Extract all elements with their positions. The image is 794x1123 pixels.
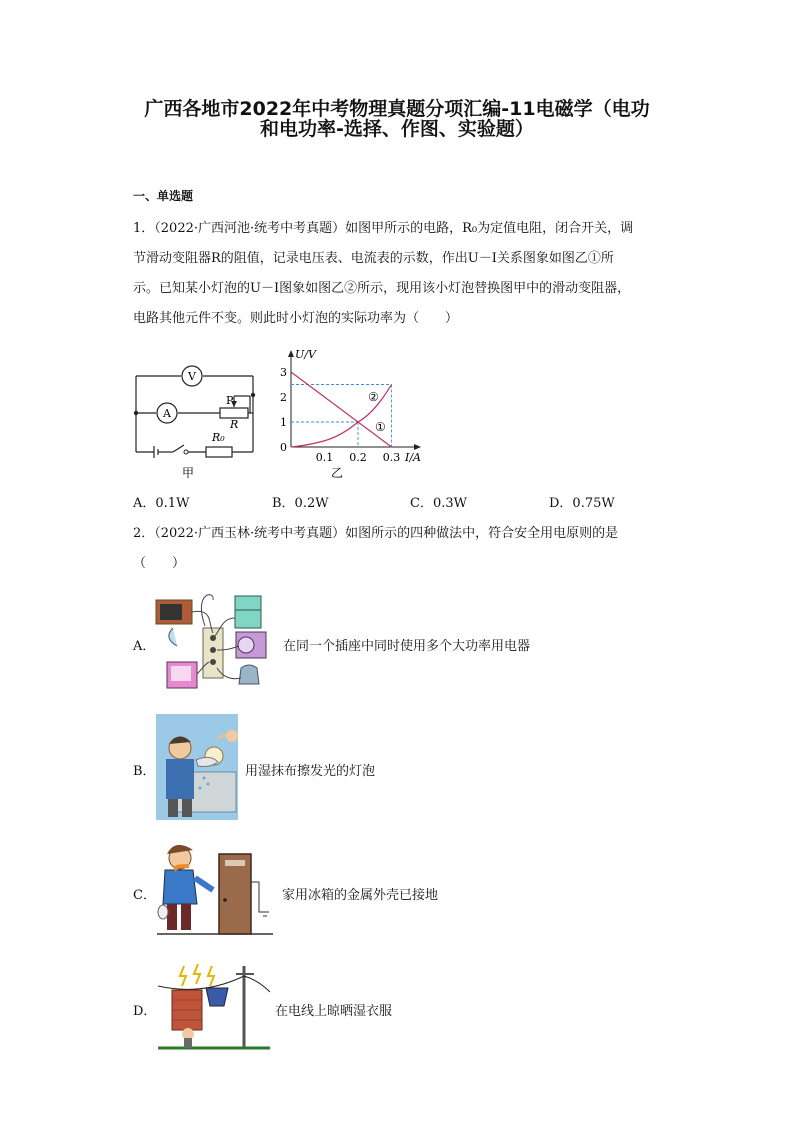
- choice-c-text[interactable]: 家用冰箱的金属外壳已接地: [282, 888, 439, 903]
- choice-d-letter[interactable]: D．: [133, 1004, 157, 1019]
- choice-b-text[interactable]: 用湿抹布擦发光的灯泡: [245, 764, 376, 779]
- question-1-line: 电路其他元件不变。则此时小灯泡的实际功率为（ ）: [133, 311, 459, 326]
- choice-a-text[interactable]: 在同一个插座中同时使用多个大功率用电器: [283, 639, 531, 654]
- y-tick-label: 3: [280, 366, 287, 379]
- question-1-line: 1．（2022·广西河池·统考中考真题）如图甲所示的电路，R₀为定值电阻，闭合开关，调: [133, 221, 634, 236]
- ui-graph-yi: [275, 345, 435, 480]
- y-tick-label: 0: [280, 441, 287, 454]
- question-1-line: 示。已知某小灯泡的U－I图象如图乙②所示，现用该小灯泡替换图甲中的滑动变阻器，: [133, 281, 631, 296]
- rheostat-label: R: [230, 418, 239, 431]
- wet-cloth-bulb-illustration: [156, 714, 238, 820]
- question-1-text: [133, 214, 673, 334]
- x-tick-label: 0.1: [315, 451, 334, 464]
- y-axis-label: U/V: [295, 348, 316, 361]
- voltmeter-label: V: [188, 370, 196, 383]
- x-tick-label: 0.3: [382, 451, 401, 464]
- document-title-line2: 和电功率-选择、作图、实验题）: [260, 118, 534, 140]
- overloaded-socket-illustration: [153, 588, 275, 698]
- document-title-line1: 广西各地市2022年中考物理真题分项汇编-11电磁学（电功: [144, 98, 650, 120]
- choice-b-letter[interactable]: B．: [133, 764, 156, 779]
- question-2-text: [133, 519, 673, 579]
- y-tick-label: 2: [280, 391, 287, 404]
- resistor-label: R₀: [212, 431, 225, 444]
- grounded-appliance-illustration: [155, 842, 275, 942]
- slider-label: P: [226, 394, 234, 407]
- ammeter-label: A: [163, 407, 171, 420]
- question-2-line: （ ）: [133, 556, 186, 571]
- y-tick-label: 1: [280, 416, 287, 429]
- x-axis-label: I/A: [405, 451, 421, 464]
- choice-a-letter[interactable]: A．: [133, 639, 156, 654]
- question-2-line: 2．（2022·广西玉林·统考中考真题）如图所示的四种做法中，符合安全用电原则的是: [133, 526, 619, 541]
- choice-c-letter[interactable]: C．: [133, 888, 156, 903]
- option-a[interactable]: A．0.1W: [133, 496, 190, 511]
- figure-caption-jia: 甲: [181, 466, 195, 480]
- curve-1-label: ①: [375, 420, 386, 434]
- curve-2-label: ②: [368, 390, 379, 404]
- figure-caption-yi: 乙: [330, 466, 344, 480]
- option-d[interactable]: D．0.75W: [549, 496, 615, 511]
- question-1-line: 节滑动变阻器R的阻值，记录电压表、电流表的示数，作出U－I关系图象如图乙①所: [133, 251, 614, 266]
- choice-d-text[interactable]: 在电线上晾晒湿衣服: [275, 1004, 393, 1019]
- x-tick-label: 0.2: [349, 451, 367, 464]
- series-line-1: [291, 372, 392, 447]
- option-b[interactable]: B．0.2W: [272, 496, 329, 511]
- option-c[interactable]: C．0.3W: [410, 496, 467, 511]
- clothes-on-powerline-illustration: [158, 962, 270, 1052]
- circuit-diagram-jia: [128, 360, 263, 485]
- section-heading: 一、单选题: [133, 189, 194, 203]
